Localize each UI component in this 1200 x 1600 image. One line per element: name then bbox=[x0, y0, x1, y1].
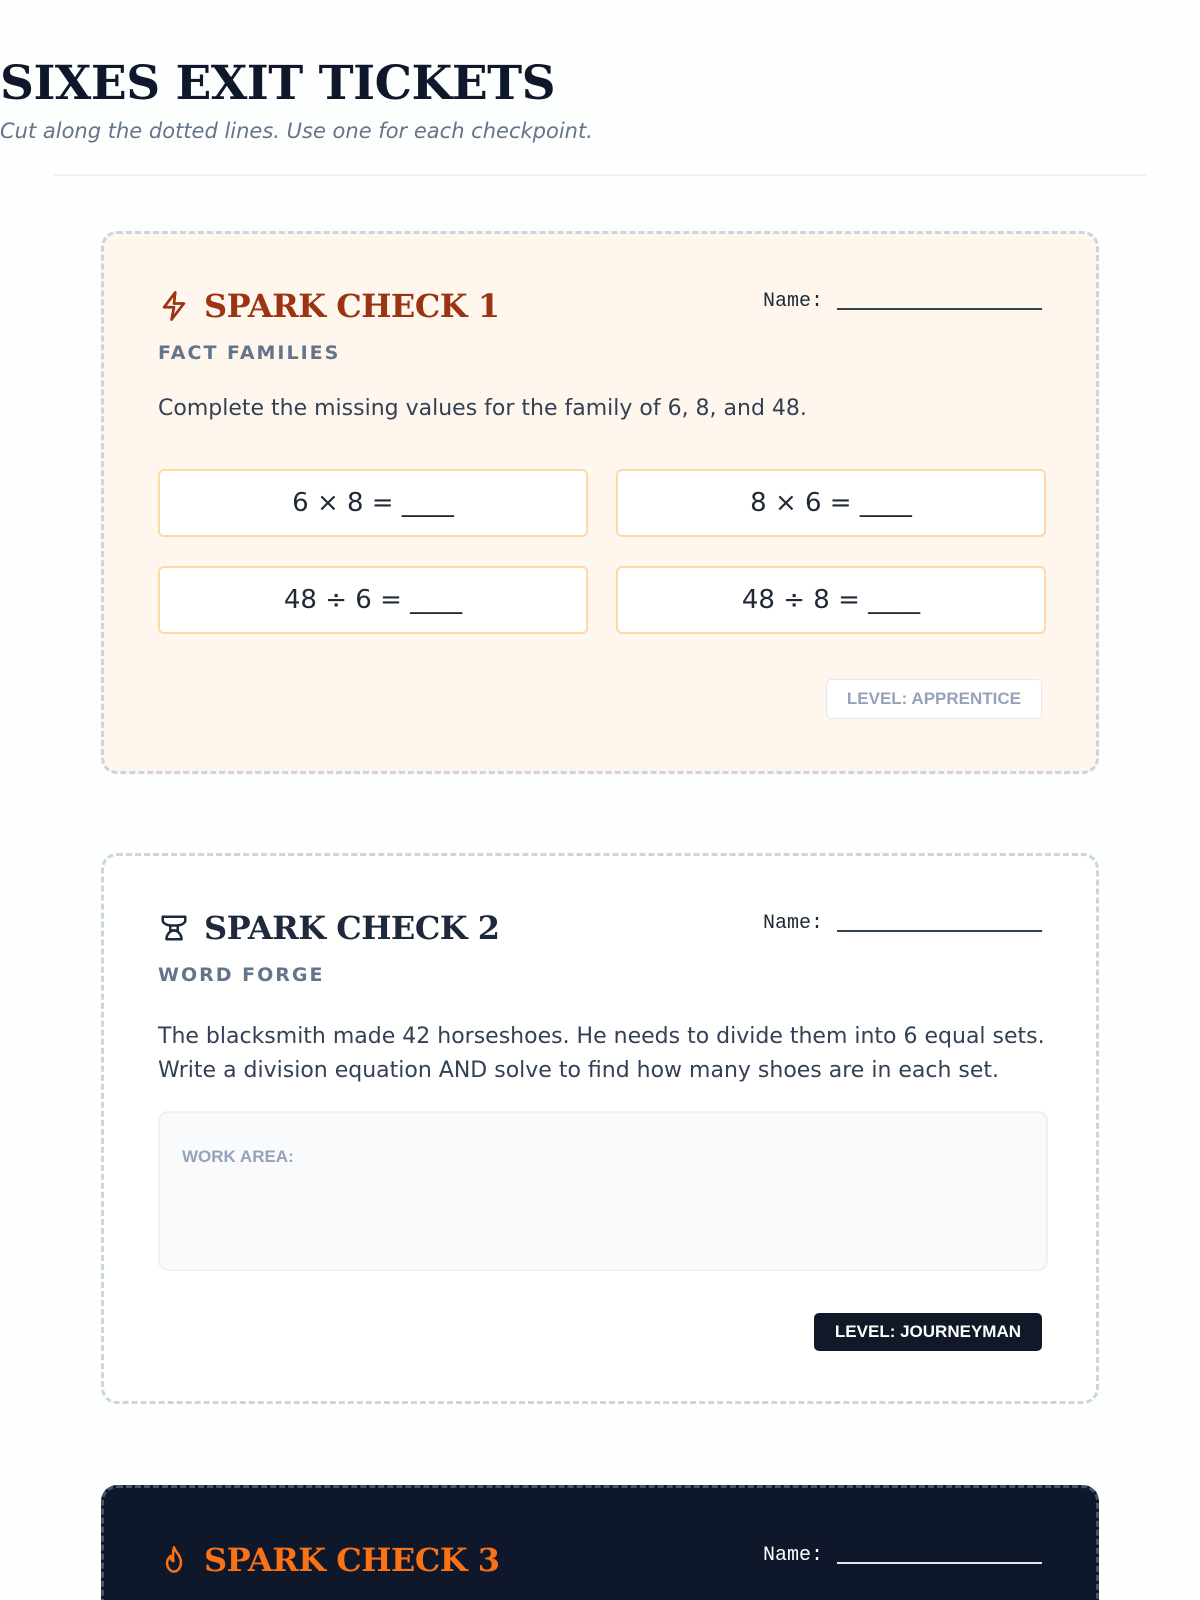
ticket-subtitle: FACT FAMILIES bbox=[158, 342, 341, 364]
exit-ticket-1 bbox=[101, 231, 1099, 774]
page-subtitle: Cut along the dotted lines. Use one for each checkpoint. bbox=[0, 119, 593, 143]
ticket-title: SPARK CHECK 3 bbox=[204, 1541, 500, 1579]
ticket-prompt: Complete the missing values for the family of 6, 8, and 48. bbox=[158, 396, 807, 421]
name-line[interactable] bbox=[837, 308, 1042, 310]
ticket-title: SPARK CHECK 2 bbox=[204, 909, 500, 947]
fact-box[interactable]: 8 × 6 = ____ bbox=[616, 469, 1046, 537]
level-badge: LEVEL: APPRENTICE bbox=[826, 679, 1042, 719]
exit-ticket-2 bbox=[101, 853, 1099, 1404]
name-label: Name: bbox=[762, 912, 823, 935]
level-badge: LEVEL: JOURNEYMAN bbox=[814, 1313, 1042, 1351]
name-label: Name: bbox=[762, 1544, 823, 1567]
ticket-header bbox=[158, 1540, 500, 1580]
name-field[interactable] bbox=[763, 1544, 1042, 1568]
anvil-icon bbox=[158, 912, 190, 944]
name-line[interactable] bbox=[837, 1562, 1042, 1564]
work-area-label: WORK AREA: bbox=[182, 1147, 294, 1166]
header-divider bbox=[54, 174, 1146, 176]
name-field[interactable] bbox=[763, 912, 1042, 936]
lightning-icon bbox=[158, 290, 190, 322]
ticket-subtitle: WORD FORGE bbox=[158, 964, 325, 986]
name-label: Name: bbox=[762, 290, 823, 313]
ticket-header bbox=[158, 908, 500, 948]
work-area[interactable] bbox=[158, 1111, 1048, 1271]
ticket-title: SPARK CHECK 1 bbox=[204, 287, 500, 325]
ticket-header bbox=[158, 286, 500, 326]
name-field[interactable] bbox=[763, 290, 1042, 314]
page-title: SIXES EXIT TICKETS bbox=[0, 56, 556, 111]
exit-ticket-3 bbox=[101, 1485, 1099, 1600]
fact-box[interactable]: 48 ÷ 6 = ____ bbox=[158, 566, 588, 634]
flame-icon bbox=[158, 1544, 190, 1576]
fact-box[interactable]: 6 × 8 = ____ bbox=[158, 469, 588, 537]
fact-box[interactable]: 48 ÷ 8 = ____ bbox=[616, 566, 1046, 634]
name-line[interactable] bbox=[837, 930, 1042, 932]
ticket-prompt: The blacksmith made 42 horseshoes. He needs to divide them into 6 equal sets. Write a division equation AND solve to find how many shoes are in each set. bbox=[158, 1024, 1045, 1083]
